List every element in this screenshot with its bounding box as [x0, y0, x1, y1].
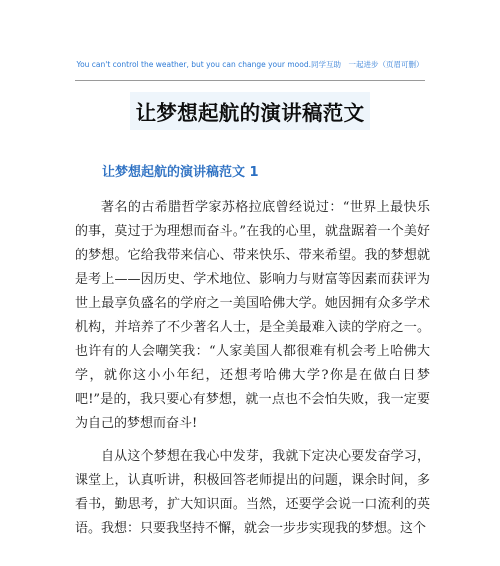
document-body	[75, 196, 430, 550]
header-quote-chinese: 同学互助 一起进步（页眉可删）	[310, 60, 424, 69]
header-quote-english: You can't control the weather, but you can change your mood.	[76, 60, 311, 69]
title-container	[0, 92, 500, 130]
body-paragraph-2: 自从这个梦想在我心中发芽，我就下定决心要发奋学习，课堂上，认真听讲，积极回答老师提出的问题，课余时间，多看书，勤思考，扩大知识面。当然，还要学会说一口流利的英语。我想：只要我坚持不懈，就会一步步实现我的梦想。这个	[75, 449, 430, 536]
section-heading: 让梦想起航的演讲稿范文 1	[102, 165, 259, 180]
header-divider	[75, 80, 425, 81]
body-paragraph-1: 著名的古希腊哲学家苏格拉底曾经说过：“世界上最快乐的事，莫过于为理想而奋斗。”在我的心里，就盘踞着一个美好的梦想。它给我带来信心、带来快乐、带来希望。我的梦想就是考上——因历史、学术地位、影响力与财富等因素而获评为世上最享负盛名的学府之一美国哈佛大学。她因拥有众多学术机构，并培养了不少著名人士，是全美最难入读的学府之一。也许有的人会嘲笑我：“人家美国人都很难有机会考上哈佛大学，就你这小小年纪，还想考哈佛大学?你是在做白日梦吧!”是的，我只要心有梦想，就一点也不会怕失败，我一定要为自己的梦想而奋斗!	[75, 200, 430, 431]
page-header	[75, 60, 425, 70]
document-title: 让梦想起航的演讲稿范文	[130, 92, 371, 130]
